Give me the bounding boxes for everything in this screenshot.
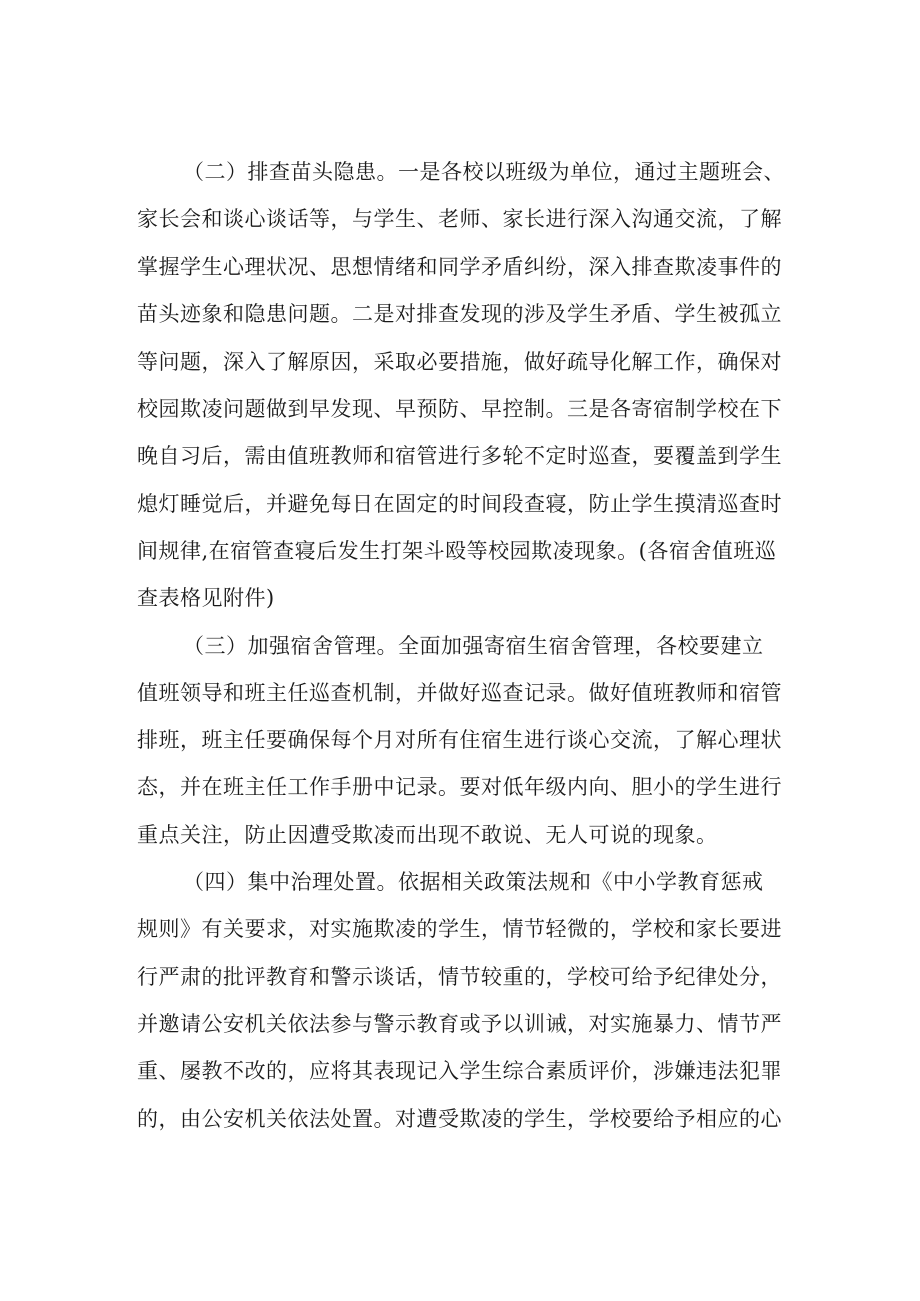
paragraph-2-line-9: 间规律,在宿管查寝后发生打架斗殴等校园欺凌现象。(各宿舍值班巡 [137,539,777,563]
paragraph-2-line-2: 家长会和谈心谈话等，与学生、老师、家长进行深入沟通交流，了解 [137,207,782,231]
paragraph-3-line-2: 值班领导和班主任巡查机制，并做好巡查记录。做好值班教师和宿管 [137,681,782,705]
paragraph-4-line-6: 的，由公安机关依法处置。对遭受欺凌的学生，学校要给予相应的心 [137,1107,782,1131]
paragraph-2-line-1: （二）排查苗头隐患。一是各校以班级为单位，通过主题班会、 [183,160,785,184]
paragraph-2-line-5: 等问题，深入了解原因，采取必要措施，做好疏导化解工作，确保对 [137,350,782,374]
paragraph-2-line-4: 苗头迹象和隐患问题。二是对排查发现的涉及学生矛盾、学生被孤立 [137,302,782,326]
paragraph-2-line-3: 掌握学生心理状况、思想情绪和同学矛盾纠纷，深入排查欺凌事件的 [137,255,782,279]
paragraph-4-line-4: 并邀请公安机关依法参与警示教育或予以训诫，对实施暴力、情节严 [137,1012,782,1036]
paragraph-2-line-6: 校园欺凌问题做到早发现、早预防、早控制。三是各寄宿制学校在下 [137,397,782,421]
paragraph-2-line-7: 晚自习后，需由值班教师和宿管进行多轮不定时巡查，要覆盖到学生 [137,444,782,468]
paragraph-4-line-3: 行严肃的批评教育和警示谈话，情节较重的，学校可给予纪律处分， [137,965,782,989]
paragraph-2-line-10: 查表格见附件) [137,586,275,610]
paragraph-3-line-4: 态，并在班主任工作手册中记录。要对低年级内向、胆小的学生进行 [137,775,782,799]
paragraph-3-line-5: 重点关注，防止因遭受欺凌而出现不敢说、无人可说的现象。 [137,823,718,847]
paragraph-4-line-5: 重、屡教不改的，应将其表现记入学生综合素质评价，涉嫌违法犯罪 [137,1059,782,1083]
paragraph-4-line-2: 规则》有关要求，对实施欺凌的学生，情节轻微的，学校和家长要进 [137,917,782,941]
paragraph-2-line-8: 熄灯睡觉后，并避免每日在固定的时间段查寝，防止学生摸清巡查时 [137,492,782,516]
paragraph-4-line-1: （四）集中治理处置。依据相关政策法规和《中小学教育惩戒 [183,870,764,894]
paragraph-3-line-1: （三）加强宿舍管理。全面加强寄宿生宿舍管理，各校要建立 [183,634,764,658]
paragraph-3-line-3: 排班，班主任要确保每个月对所有住宿生进行谈心交流，了解心理状 [137,728,782,752]
